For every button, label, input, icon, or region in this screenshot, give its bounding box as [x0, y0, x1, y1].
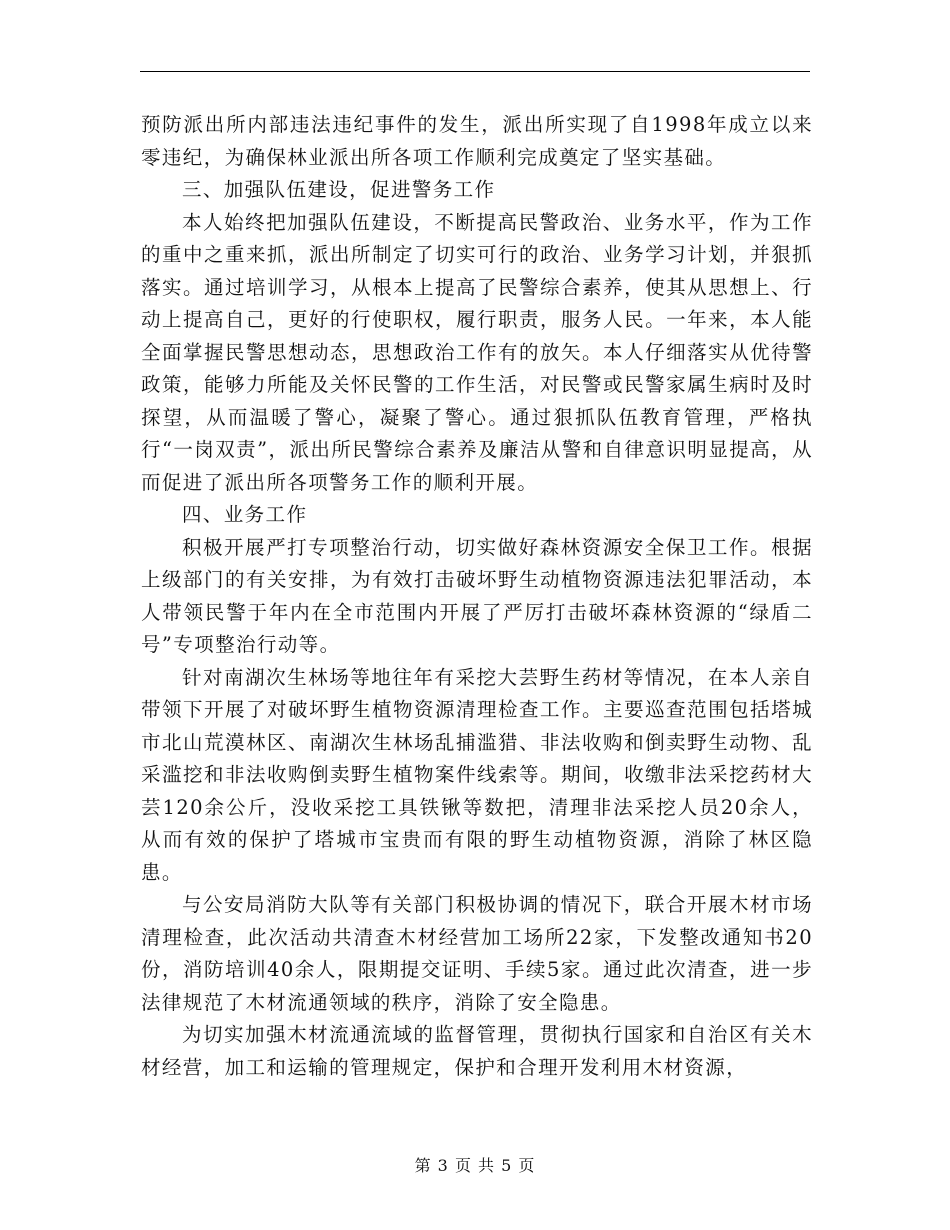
body-paragraph: 积极开展严打专项整治行动，切实做好森林资源安全保卫工作。根据上级部门的有关安排，为有效打击破坏野生动植物资源违法犯罪活动，本人带领民警于年内在全市范围内开展了严厉打击破坏森林资源的“绿盾二号”专项整治行动等。: [141, 535, 813, 656]
body-paragraph: 本人始终把加强队伍建设，不断提高民警政治、业务水平，作为工作的重中之重来抓，派出所制定了切实可行的政治、业务学习计划，并狠抓落实。通过培训学习，从根本上提高了民警综合素养，使其从思想上、行动上提高自己，更好的行使职权，履行职责，服务人民。一年来，本人能全面掌握民警思想动态，思想政治工作有的放矢。本人仔细落实从优待警政策，能够力所能及关怀民警的工作生活，对民警或民警家属生病时及时探望，从而温暖了警心，凝聚了警心。通过狠抓队伍教育管理，严格执行“一岗双责”，派出所民警综合素养及廉洁从警和自律意识明显提高，从而促进了派出所各项警务工作的顺利开展。: [141, 210, 813, 494]
body-paragraph: 针对南湖次生林场等地往年有采挖大芸野生药材等情况，在本人亲自带领下开展了对破坏野生植物资源清理检查工作。主要巡查范围包括塔城市北山荒漠林区、南湖次生林场乱捕滥猎、非法收购和倒卖野生动物、乱采滥挖和非法收购倒卖野生植物案件线索等。期间，收缴非法采挖药材大芸120余公斤，没收采挖工具铁锹等数把，清理非法采挖人员20余人，从而有效的保护了塔城市宝贵而有限的野生动植物资源，消除了林区隐患。: [141, 665, 813, 884]
document-body: [141, 109, 813, 1084]
body-paragraph: 为切实加强木材流通流域的监督管理，贯彻执行国家和自治区有关木材经营，加工和运输的管理规定，保护和合理开发利用木材资源，: [141, 1023, 813, 1079]
header-rule: [140, 71, 810, 72]
page-number-footer: 第 3 页 共 5 页: [414, 1156, 536, 1175]
body-paragraph: 与公安局消防大队等有关部门积极协调的情况下，联合开展木材市场清理检查，此次活动共清查木材经营加工场所22家，下发整改通知书20份，消防培训40余人，限期提交证明、手续5家。通过此次清查，进一步法律规范了木材流通领域的秩序，消除了安全隐患。: [141, 893, 813, 1014]
body-paragraph: 预防派出所内部违法违纪事件的发生，派出所实现了自1998年成立以来零违纪，为确保林业派出所各项工作顺利完成奠定了坚实基础。: [141, 113, 813, 169]
section-heading-3: 三、加强队伍建设，促进警务工作: [181, 178, 496, 201]
section-heading-4: 四、业务工作: [181, 503, 308, 526]
